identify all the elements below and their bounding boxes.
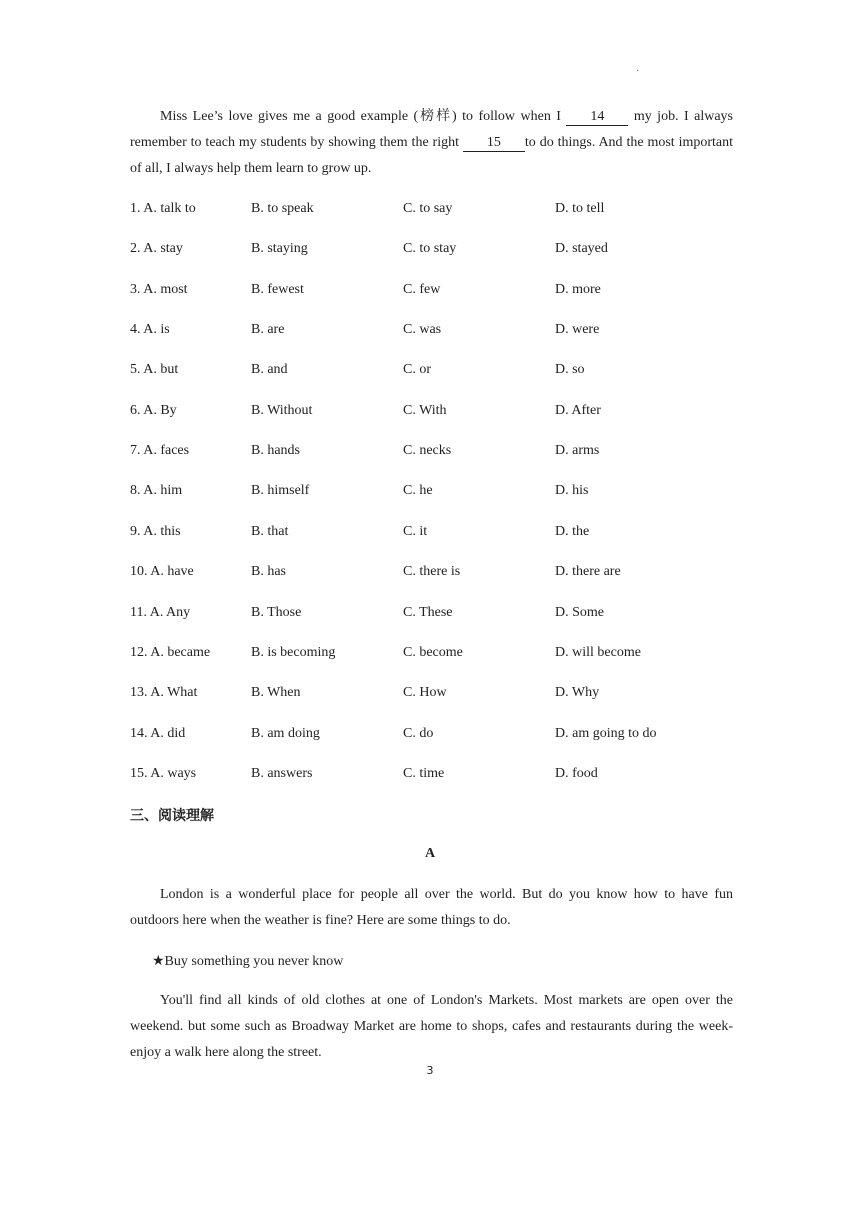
option-row xyxy=(130,645,750,665)
header-mark: · xyxy=(636,66,640,77)
option-a: 15. A. ways xyxy=(130,765,197,781)
option-c: C. it xyxy=(403,523,428,539)
intro-text-3: to do things. And the most important of all, I always help them learn to grow up. xyxy=(130,135,733,176)
option-d: D. am going to do xyxy=(555,725,657,741)
option-a: 5. A. but xyxy=(130,362,179,378)
option-d: D. food xyxy=(555,765,598,781)
star-item: ★Buy something you never know xyxy=(152,954,344,969)
option-d: D. more xyxy=(555,281,601,297)
option-c: C. there is xyxy=(403,564,461,580)
option-row xyxy=(130,443,750,463)
option-b: B. fewest xyxy=(251,281,304,297)
option-row xyxy=(130,241,750,261)
option-c: C. necks xyxy=(403,443,452,459)
option-d: D. After xyxy=(555,402,601,418)
option-row xyxy=(130,605,750,625)
blank-14: 14 xyxy=(566,109,628,126)
option-d: D. stayed xyxy=(555,241,608,257)
option-c: C. to say xyxy=(403,201,453,216)
option-c: C. With xyxy=(403,402,447,418)
option-row xyxy=(130,726,750,746)
option-row xyxy=(130,322,750,342)
option-d: D. so xyxy=(555,362,585,378)
passage-body xyxy=(130,988,733,1066)
option-c: C. These xyxy=(403,604,453,620)
option-row xyxy=(130,564,750,584)
option-a: 2. A. stay xyxy=(130,241,183,257)
option-row xyxy=(130,483,750,503)
option-d: D. his xyxy=(555,483,589,499)
option-b: B. has xyxy=(251,564,286,580)
option-a: 4. A. is xyxy=(130,322,170,338)
option-d: D. there are xyxy=(555,564,621,580)
option-c: C. How xyxy=(403,685,447,701)
option-b: B. am doing xyxy=(251,725,320,741)
option-row xyxy=(130,766,750,786)
option-row xyxy=(130,685,750,705)
option-c: C. time xyxy=(403,765,445,781)
option-c: C. was xyxy=(403,322,442,338)
option-c: C. to stay xyxy=(403,241,457,257)
option-c: C. become xyxy=(403,644,463,660)
passage-body-text: You'll find all kinds of old clothes at one of London's Markets. Most markets are open over the weekend. but some such as Broadway Market are home to shops, cafes and restaurants during the week- enjoy a walk here along the street. xyxy=(130,993,733,1060)
option-a: 14. A. did xyxy=(130,725,186,741)
option-a: 9. A. this xyxy=(130,523,181,539)
intro-paragraph xyxy=(130,104,733,182)
intro-text-2: my job. I always remember to teach my students by showing them the right xyxy=(130,109,734,150)
option-c: C. do xyxy=(403,725,434,741)
option-d: D. the xyxy=(555,523,590,539)
option-d: D. were xyxy=(555,322,600,338)
option-b: B. staying xyxy=(251,241,308,257)
option-b: B. answers xyxy=(251,765,313,781)
passage-label: A xyxy=(424,846,436,861)
option-d: D. Some xyxy=(555,604,604,620)
option-b: B. Without xyxy=(251,402,313,418)
option-a: 13. A. What xyxy=(130,685,198,701)
option-d: D. Why xyxy=(555,685,600,701)
option-b: B. that xyxy=(251,523,289,539)
option-b: B. are xyxy=(251,322,285,338)
passage-intro xyxy=(130,882,733,934)
option-a: 10. A. have xyxy=(130,564,194,580)
option-b: B. hands xyxy=(251,443,300,459)
option-a: 11. A. Any xyxy=(130,604,191,620)
option-c: C. few xyxy=(403,281,441,297)
section-title: 三、阅读理解 xyxy=(130,808,214,824)
page-number: 3 xyxy=(426,1064,434,1077)
option-a: 8. A. him xyxy=(130,483,183,499)
option-row xyxy=(130,201,750,221)
option-a: 1. A. talk to xyxy=(130,201,196,216)
option-d: D. to tell xyxy=(555,201,605,216)
option-b: B. and xyxy=(251,362,288,378)
option-row xyxy=(130,524,750,544)
option-row xyxy=(130,403,750,423)
blank-15: 15 xyxy=(463,135,525,152)
option-d: D. arms xyxy=(555,443,600,459)
passage-intro-text: London is a wonderful place for people all over the world. But do you know how to have fun outdoors here when the weather is fine? Here are some things to do. xyxy=(130,887,733,928)
option-row xyxy=(130,282,750,302)
option-c: C. or xyxy=(403,362,431,378)
option-a: 7. A. faces xyxy=(130,443,190,459)
option-a: 12. A. became xyxy=(130,644,211,660)
option-b: B. Those xyxy=(251,604,302,620)
option-d: D. will become xyxy=(555,644,641,660)
option-b: B. himself xyxy=(251,483,310,499)
intro-text-1: Miss Lee’s love gives me a good example (榜样) to follow when I xyxy=(160,109,561,124)
option-c: C. he xyxy=(403,483,433,499)
option-b: B. is becoming xyxy=(251,644,336,660)
option-a: 3. A. most xyxy=(130,281,188,297)
option-b: B. When xyxy=(251,685,301,701)
option-b: B. to speak xyxy=(251,201,314,216)
option-row xyxy=(130,362,750,382)
option-a: 6. A. By xyxy=(130,402,177,418)
